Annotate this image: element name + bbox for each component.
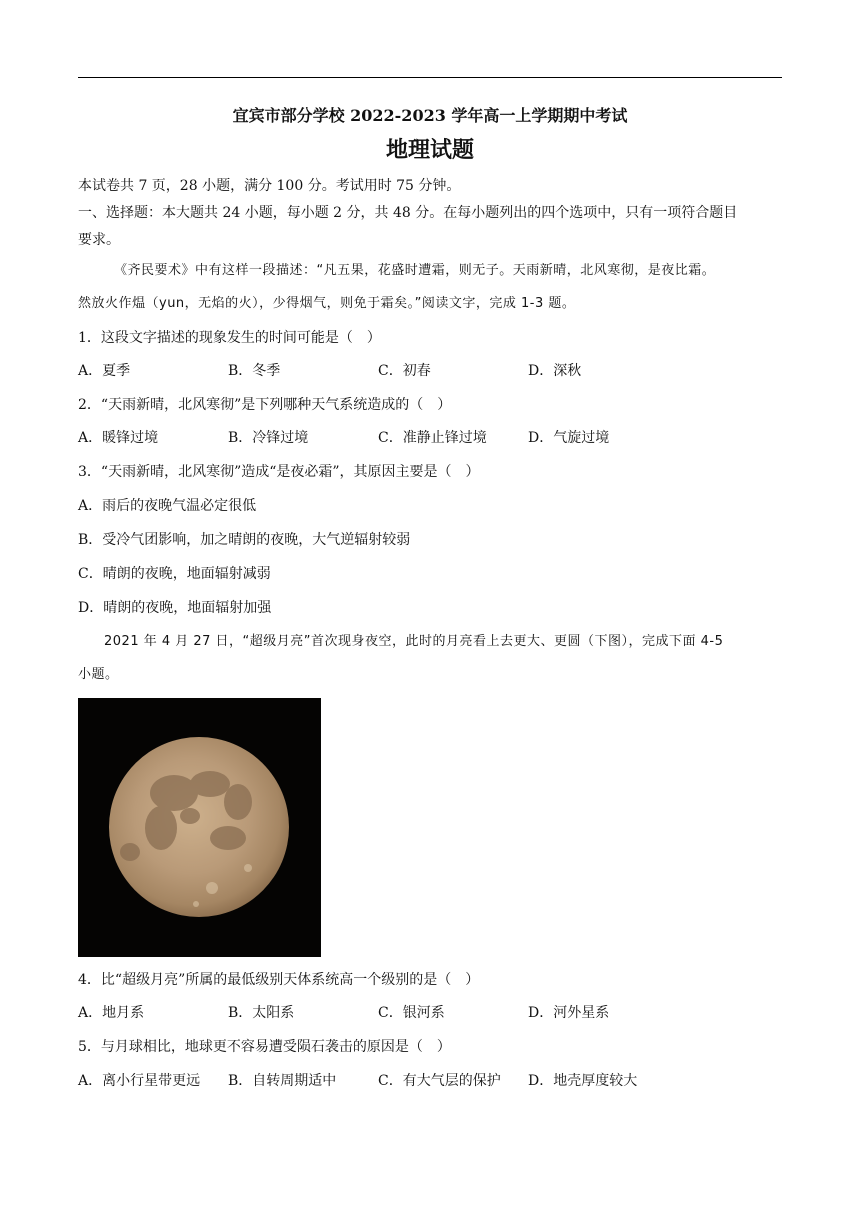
question-4-option-c[interactable]: C．银河系 [378, 1005, 445, 1021]
question-5-option-b[interactable]: B．自转周期适中 [228, 1073, 337, 1089]
question-5-stem: 5．与月球相比，地球更不容易遭受陨石袭击的原因是（ ） [78, 1039, 451, 1055]
question-4-option-b[interactable]: B．太阳系 [228, 1005, 295, 1021]
question-4-option-a[interactable]: A．地月系 [78, 1005, 145, 1021]
moon-photo [78, 698, 321, 957]
question-3-option-c[interactable]: C．晴朗的夜晚，地面辐射减弱 [78, 566, 271, 582]
material2-line1: 2021 年 4 月 27 日，“超级月亮”首次现身夜空，此时的月亮看上去更大、更圆（下图），完成下面 4-5 [104, 634, 724, 649]
question-3-option-a[interactable]: A．雨后的夜晚气温必定很低 [78, 498, 257, 514]
material2-line2: 小题。 [78, 667, 119, 682]
question-2-option-c[interactable]: C．准静止锋过境 [378, 430, 487, 446]
question-4-stem: 4．比“超级月亮”所属的最低级别天体系统高一个级别的是（ ） [78, 972, 480, 988]
section-instructions-line2: 要求。 [78, 232, 120, 248]
exam-title: 宜宾市部分学校 2022-2023 学年高一上学期期中考试 [232, 106, 628, 125]
question-5-options [78, 1071, 784, 1091]
section-instructions-line1: 一、选择题：本大题共 24 小题，每小题 2 分，共 48 分。在每小题列出的四个选项中，只有一项符合题目 [78, 205, 738, 221]
subject-title: 地理试题 [385, 137, 474, 163]
question-1-options [78, 361, 784, 381]
question-1-option-c[interactable]: C．初春 [378, 363, 431, 379]
question-4-options [78, 1003, 784, 1023]
question-1-option-a[interactable]: A．夏季 [78, 363, 131, 379]
question-5-option-d[interactable]: D．地壳厚度较大 [528, 1073, 638, 1089]
question-3-option-d[interactable]: D．晴朗的夜晚，地面辐射加强 [78, 600, 272, 616]
header-rule [78, 77, 782, 78]
exam-info: 本试卷共 7 页，28 小题，满分 100 分。考试用时 75 分钟。 [78, 178, 461, 194]
question-5-option-c[interactable]: C．有大气层的保护 [378, 1073, 501, 1089]
question-2-stem: 2．“天雨新晴，北风寒彻”是下列哪种天气系统造成的（ ） [78, 397, 452, 413]
question-3-option-b[interactable]: B．受冷气团影响，加之晴朗的夜晚，大气逆辐射较弱 [78, 532, 411, 548]
material1-line2: 然放火作煴（yun，无焰的火），少得烟气，则免于霜矣。”阅读文字，完成 1-3 题。 [78, 296, 576, 311]
material1-line1: 《齐民要术》中有这样一段描述：“凡五果，花盛时遭霜，则无子。天雨新晴，北风寒彻，是夜比霜。 [114, 263, 716, 278]
question-2-option-b[interactable]: B．冷锋过境 [228, 430, 309, 446]
question-4-option-d[interactable]: D．河外星系 [528, 1005, 610, 1021]
question-2-option-d[interactable]: D．气旋过境 [528, 430, 610, 446]
moon-icon [78, 698, 321, 957]
question-2-options [78, 428, 784, 448]
question-1-option-d[interactable]: D．深秋 [528, 363, 582, 379]
question-5-option-a[interactable]: A．离小行星带更远 [78, 1073, 201, 1089]
question-1-stem: 1．这段文字描述的现象发生的时间可能是（ ） [78, 330, 381, 346]
question-1-option-b[interactable]: B．冬季 [228, 363, 281, 379]
question-3-stem: 3．“天雨新晴，北风寒彻”造成“是夜必霜”，其原因主要是（ ） [78, 464, 480, 480]
question-2-option-a[interactable]: A．暖锋过境 [78, 430, 159, 446]
